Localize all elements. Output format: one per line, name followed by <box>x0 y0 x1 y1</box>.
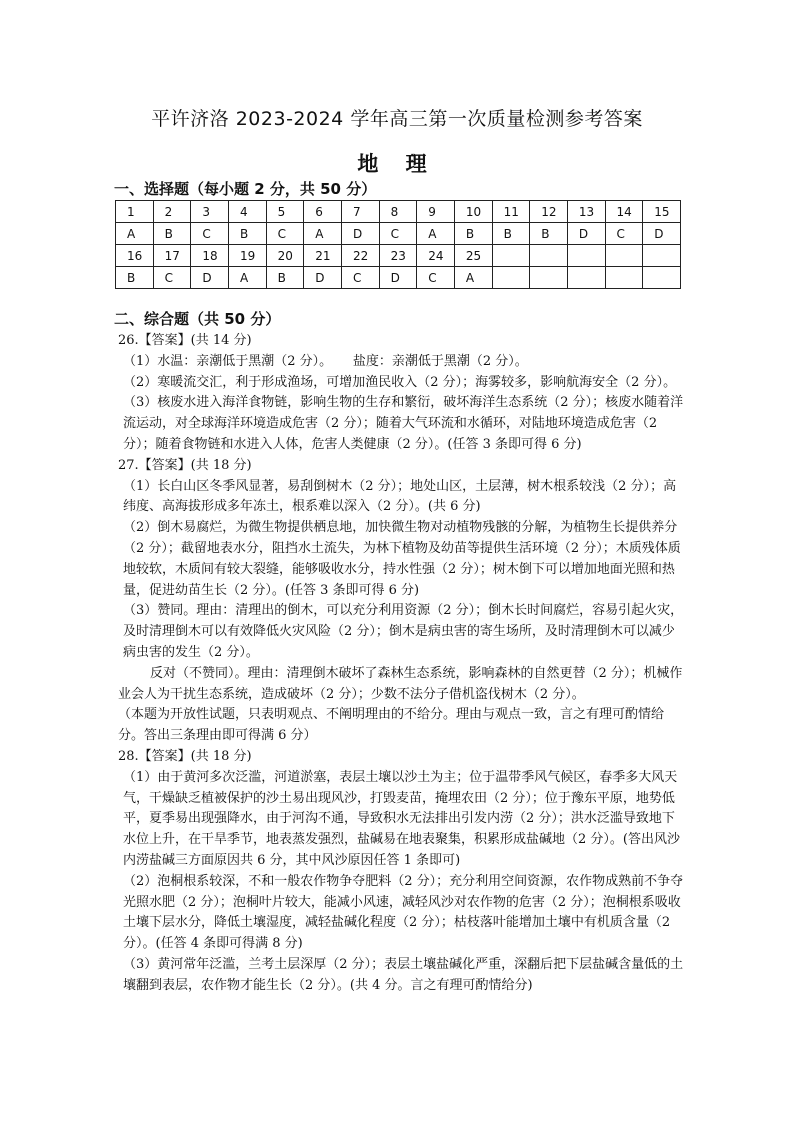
answer-cell: B <box>530 223 568 245</box>
question-number-cell: 4 <box>228 201 266 223</box>
answer-cell: D <box>341 223 379 245</box>
q27-header: 27.【答案】(共 18 分) <box>118 457 252 473</box>
q28-part1: （1）由于黄河多次泛滥，河道淤塞，表层土壤以沙土为主；位于温带季风气候区，春季多大风天气，干燥缺乏植被保护的沙土易出现风沙，打毁麦苗，掩埋农田（2 分）；位于豫东平原，地势低平，夏季易出现强降水，由于河沟不通，导致积水无法排出引发内涝（2 分）；洪水泛滥导致地下水位上升，在干旱季节，地表蒸发强烈，盐碱易在地表聚集，积累形成盐碱地（2 分）。(答出风沙内涝盐碱三方面原因共 6 分，其中风沙原因任答 1 条即可) <box>123 769 680 868</box>
answer-cell: A <box>116 223 154 245</box>
question-number-row <box>116 245 681 267</box>
answer-cell: D <box>379 267 417 289</box>
answer-cell: A <box>417 223 455 245</box>
question-number-cell: 24 <box>417 245 455 267</box>
answer-cell: B <box>266 267 304 289</box>
q26-part3: （3）核废水进入海洋食物链，影响生物的生存和繁衍，破坏海洋生态系统（2 分）；核废水随着洋流运动，对全球海洋环境造成危害（2 分）；随着大气环流和水循环，对陆地环境造成危害（2 分）；随着食物链和水进入人体，危害人类健康（2 分）。(任答 3 条即可得 6 分) <box>123 395 684 452</box>
question-number-cell: 17 <box>153 245 191 267</box>
question-number-row <box>116 201 681 223</box>
document-title: 平许济洛 2023-2024 学年高三第一次质量检测参考答案 <box>151 108 643 130</box>
q26-part1: （1）水温：亲潮低于黑潮（2 分）。 盐度：亲潮低于黑潮（2 分）。 <box>123 353 528 369</box>
question-number-cell: 1 <box>116 201 154 223</box>
question-number-cell <box>492 245 530 267</box>
answer-cell <box>605 267 643 289</box>
question-number-cell: 12 <box>530 201 568 223</box>
question-number-cell <box>605 245 643 267</box>
answer-cell: D <box>304 267 342 289</box>
question-number-cell: 15 <box>643 201 681 223</box>
q28-header: 28.【答案】(共 18 分) <box>118 748 252 764</box>
answer-cell: B <box>153 223 191 245</box>
answer-cell: C <box>605 223 643 245</box>
question-number-cell: 18 <box>191 245 229 267</box>
question-number-cell: 19 <box>228 245 266 267</box>
q27-part3-oppose: 反对（不赞同）。理由：清理倒木破坏了森林生态系统，影响森林的自然更替（2 分）；机械作业会人为干扰生态系统，造成破坏（2 分）；少数不法分子借机盗伐树木（2 分）。 <box>118 665 683 702</box>
answer-cell: A <box>228 267 266 289</box>
subject-title: 地 理 <box>357 152 437 176</box>
question-number-cell: 20 <box>266 245 304 267</box>
question-number-cell: 5 <box>266 201 304 223</box>
question-number-cell: 25 <box>454 245 492 267</box>
question-number-cell: 21 <box>304 245 342 267</box>
multiple-choice-answer-table <box>115 200 681 289</box>
answer-cell: C <box>266 223 304 245</box>
answer-cell <box>492 267 530 289</box>
answer-cell <box>643 267 681 289</box>
answer-cell: D <box>567 223 605 245</box>
answer-cell: C <box>191 223 229 245</box>
question-number-cell: 14 <box>605 201 643 223</box>
section1-heading: 一、选择题（每小题 2 分，共 50 分） <box>114 180 377 198</box>
question-number-cell: 16 <box>116 245 154 267</box>
answer-cell: C <box>341 267 379 289</box>
answer-row <box>116 267 681 289</box>
question-number-cell: 9 <box>417 201 455 223</box>
question-number-cell: 23 <box>379 245 417 267</box>
answer-cell: D <box>643 223 681 245</box>
question-number-cell: 11 <box>492 201 530 223</box>
question-number-cell: 22 <box>341 245 379 267</box>
answer-cell: B <box>454 223 492 245</box>
answer-cell: C <box>379 223 417 245</box>
answer-cell <box>567 267 605 289</box>
question-number-cell: 7 <box>341 201 379 223</box>
answer-cell: B <box>228 223 266 245</box>
answer-cell: C <box>153 267 191 289</box>
question-number-cell: 13 <box>567 201 605 223</box>
question-number-cell: 10 <box>454 201 492 223</box>
answer-cell: B <box>492 223 530 245</box>
q27-part1: （1）长白山区冬季风显著，易刮倒树木（2 分）；地处山区，土层薄，树木根系较浅（2 分）；高纬度、高海拔形成多年冻土，根系难以深入（2 分）。(共 6 分) <box>123 478 677 515</box>
question-number-cell <box>643 245 681 267</box>
q27-part2: （2）倒木易腐烂，为微生物提供栖息地，加快微生物对动植物残骸的分解，为植物生长提供养分（2 分）；截留地表水分，阻挡水土流失，为林下植物及幼苗等提供生活环境（2 分）；木质残体质地较软，木质间有较大裂缝，能够吸收水分，持水性强（2 分）；树木倒下可以增加地面光照和热量，促进幼苗生长（2 分）。(任答 3 条即可得 6 分) <box>123 520 681 598</box>
question-number-cell: 8 <box>379 201 417 223</box>
answer-cell: C <box>417 267 455 289</box>
answer-cell: B <box>116 267 154 289</box>
answer-cell: A <box>454 267 492 289</box>
question-number-cell: 6 <box>304 201 342 223</box>
comprehensive-answers <box>118 331 684 997</box>
section2-heading: 二、综合题（共 50 分） <box>114 310 281 328</box>
q28-part2: （2）泡桐根系较深，不和一般农作物争夺肥料（2 分）；充分利用空间资源，农作物成熟前不争夺光照水肥（2 分）；泡桐叶片较大，能减小风速，减轻风沙对农作物的危害（2 分）；泡桐根系吸收土壤下层水分，降低土壤湿度，减轻盐碱化程度（2 分）；枯枝落叶能增加土壤中有机质含量（2 分）。(任答 4 条即可得满 8 分) <box>123 873 684 952</box>
question-number-cell: 2 <box>153 201 191 223</box>
question-number-cell: 3 <box>191 201 229 223</box>
answer-cell: D <box>191 267 229 289</box>
q27-note: （本题为开放性试题，只表明观点、不阐明理由的不给分。理由与观点一致，言之有理可酌情给分。答出三条理由即可得满 6 分） <box>118 707 665 744</box>
question-number-cell <box>567 245 605 267</box>
answer-cell <box>530 267 568 289</box>
answer-cell: A <box>304 223 342 245</box>
q26-part2: （2）寒暖流交汇，利于形成渔场，可增加渔民收入（2 分）；海雾较多，影响航海安全（2 分）。 <box>123 374 677 390</box>
q26-header: 26.【答案】(共 14 分) <box>118 333 252 348</box>
answer-row <box>116 223 681 245</box>
q28-part3: （3）黄河常年泛滥，兰考土层深厚（2 分）；表层土壤盐碱化严重，深翻后把下层盐碱含量低的土壤翻到表层，农作物才能生长（2 分）。(共 4 分。言之有理可酌情给分) <box>123 956 684 993</box>
question-number-cell <box>530 245 568 267</box>
q27-part3-support: （3）赞同。理由：清理出的倒木，可以充分利用资源（2 分）；倒木长时间腐烂，容易引起火灾，及时清理倒木可以有效降低火灾风险（2 分）；倒木是病虫害的寄生场所，及时清理倒木可以减少病虫害的发生（2 分）。 <box>123 603 684 660</box>
